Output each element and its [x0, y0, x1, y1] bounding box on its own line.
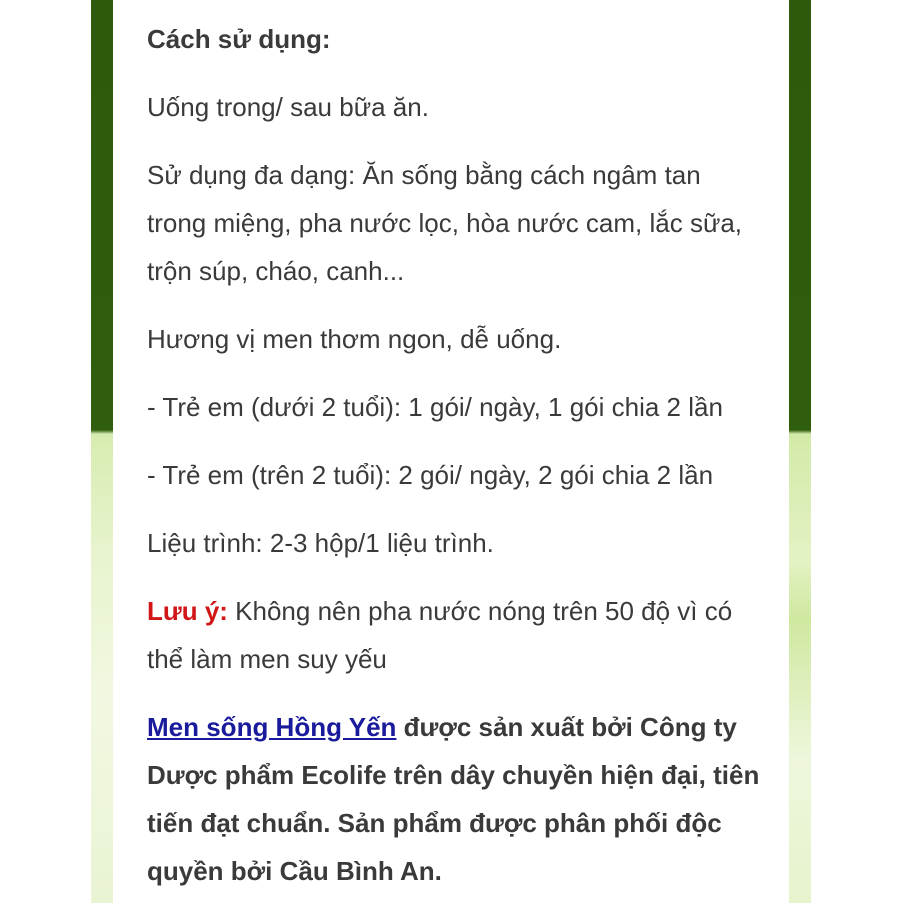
paragraph-usage-line-3: trộn súp, cháo, canh...: [147, 256, 405, 286]
product-link[interactable]: Men sống Hồng Yến: [147, 712, 397, 742]
paragraph-usage-line-2: trong miệng, pha nước lọc, hòa nước cam, lắc sữa,: [147, 208, 743, 238]
paragraph-taste: Hương vị men thơm ngon, dễ uống.: [147, 324, 562, 354]
footer-line-4: quyền bởi Cầu Bình An.: [147, 856, 442, 886]
left-decorative-band: [91, 0, 113, 903]
paragraph-course: Liệu trình: 2-3 hộp/1 liệu trình.: [147, 528, 494, 558]
dosage-under-2: - Trẻ em (dưới 2 tuổi): 1 gói/ ngày, 1 gói chia 2 lần: [147, 392, 723, 422]
note-line-1: [147, 596, 732, 626]
note-line-2: thể làm men suy yếu: [147, 644, 387, 674]
dosage-over-2: - Trẻ em (trên 2 tuổi): 2 gói/ ngày, 2 gói chia 2 lần: [147, 460, 714, 490]
usage-heading: Cách sử dụng:: [147, 24, 331, 54]
right-decorative-band: [789, 0, 811, 903]
note-text-1: Không nên pha nước nóng trên 50 độ vì có: [227, 596, 733, 626]
paragraph-usage-line-1: Sử dụng đa dạng: Ăn sống bằng cách ngâm tan: [147, 160, 701, 190]
footer-line-2: Dược phẩm Ecolife trên dây chuyền hiện đại, tiên: [147, 760, 760, 790]
footer-line-3: tiến đạt chuẩn. Sản phẩm được phân phối độc: [147, 808, 722, 838]
note-label: Lưu ý:: [147, 596, 228, 626]
footer-line-1: [147, 712, 737, 742]
paragraph-timing: Uống trong/ sau bữa ăn.: [147, 92, 429, 122]
footer-line-1-rest: được sản xuất bởi Công ty: [396, 712, 737, 742]
